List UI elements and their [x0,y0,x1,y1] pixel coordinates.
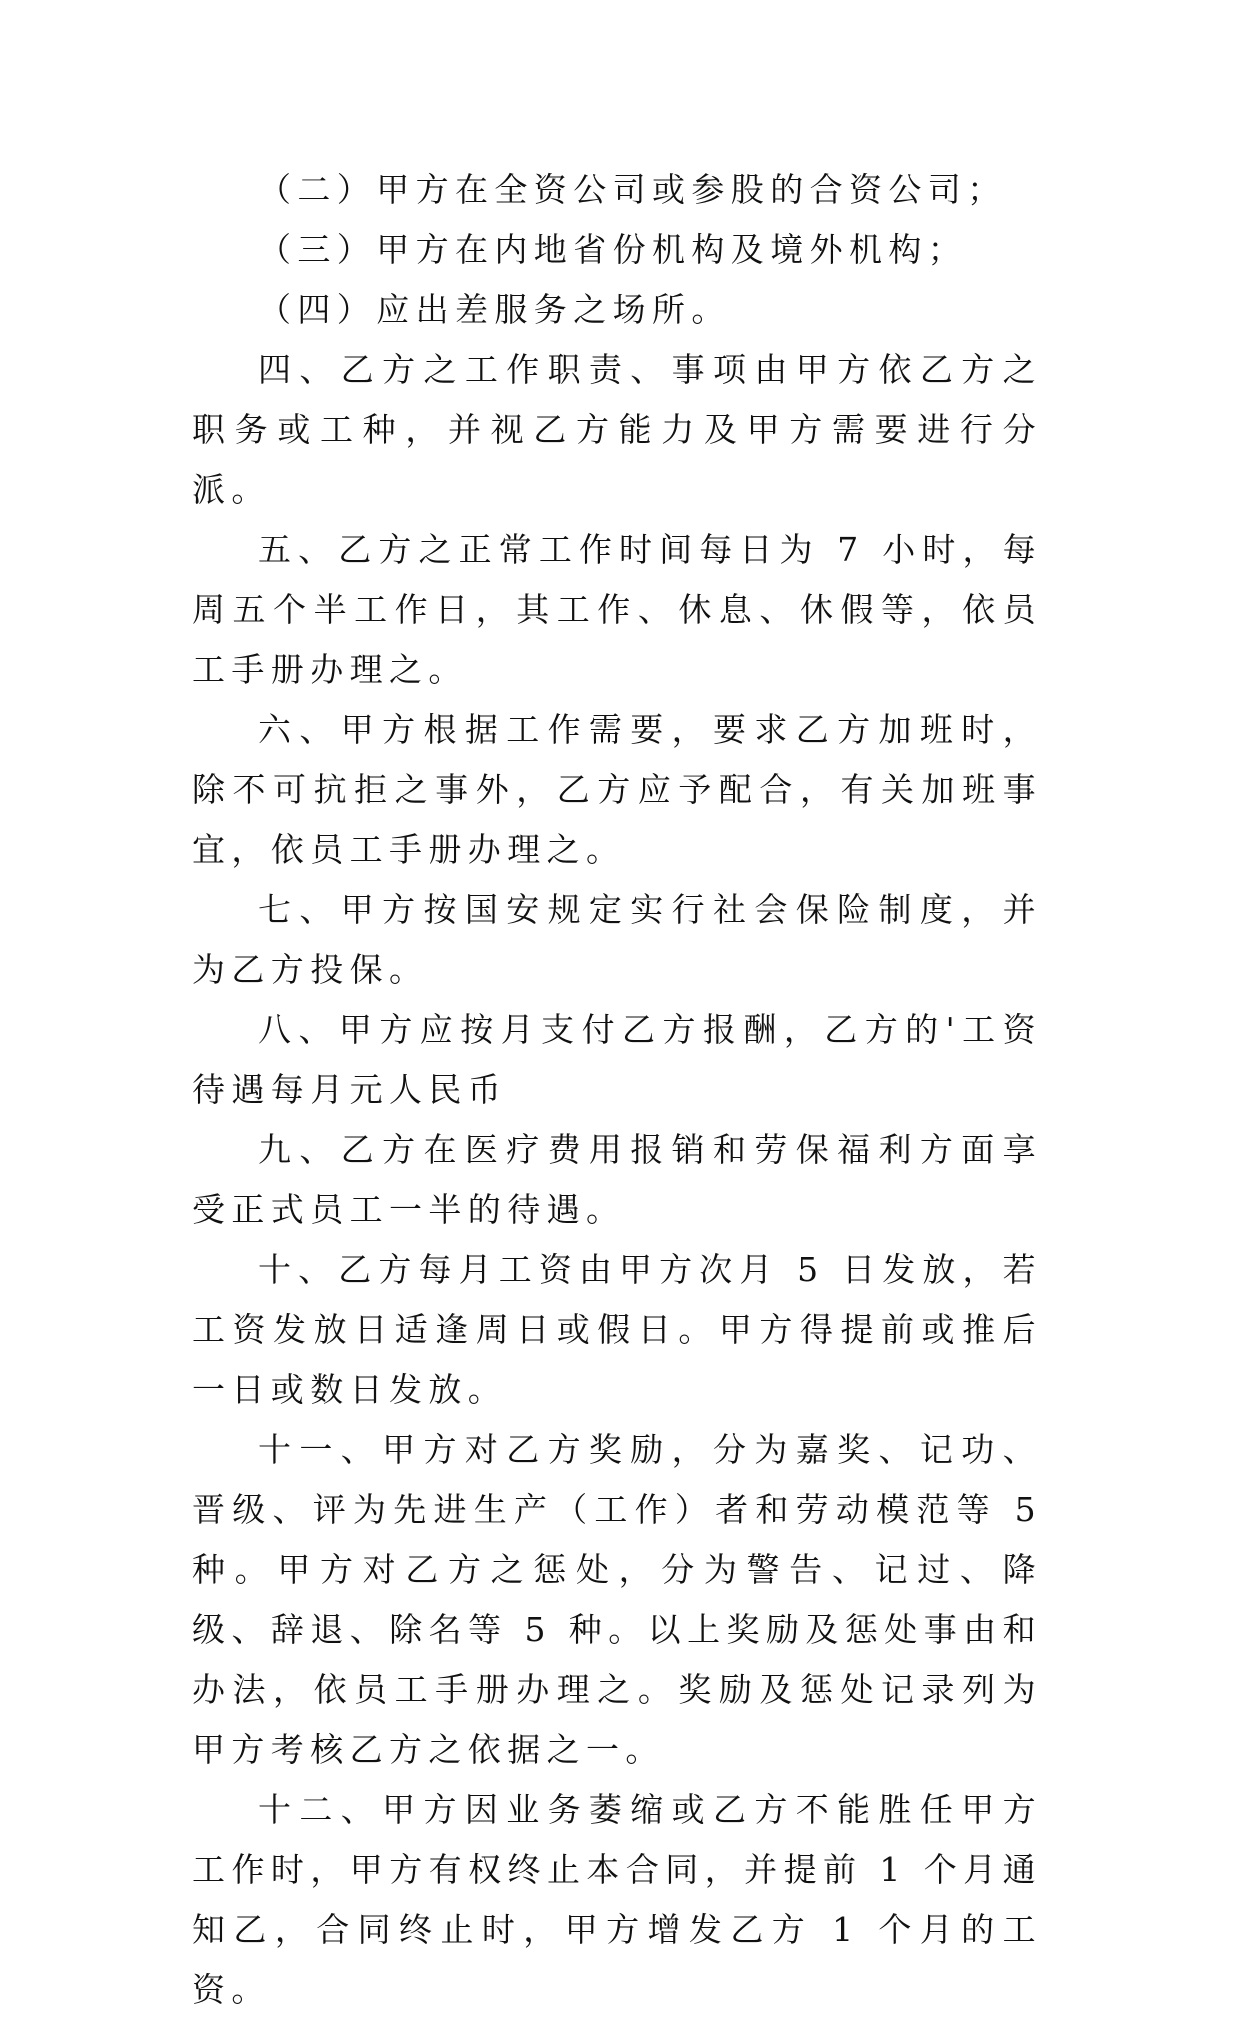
paragraph-clause-6: 六、甲方根据工作需要，要求乙方加班时，除不可抗拒之事外，乙方应予配合，有关加班事宜，依员工手册办理之。 [192,710,1042,869]
paragraph-clause-3-4: （四）应出差服务之场所。 [258,290,731,329]
paragraph-clause-4: 四、乙方之工作职责、事项由甲方依乙方之职务或工种，并视乙方能力及甲方需要进行分派。 [192,350,1042,509]
paragraph-clause-3-3: （三）甲方在内地省份机构及境外机构； [258,230,968,269]
paragraph-clause-11: 十一、甲方对乙方奖励，分为嘉奖、记功、晋级、评为先进生产（工作）者和劳动模范等 5 种。甲方对乙方之惩处，分为警告、记过、降级、辞退、除名等 5 种。以上奖励及惩处事由和办法，依员工手册办理之。奖励及惩处记录列为甲方考核乙方之依据之一。 [192,1430,1042,1769]
paragraph-clause-3-2: （二）甲方在全资公司或参股的合资公司； [258,170,1007,209]
paragraph-clause-9: 九、乙方在医疗费用报销和劳保福利方面享受正式员工一半的待遇。 [192,1130,1042,1229]
paragraph-clause-5: 五、乙方之正常工作时间每日为 7 小时，每周五个半工作日，其工作、休息、休假等，依员工手册办理之。 [192,530,1042,689]
paragraph-clause-8: 八、甲方应按月支付乙方报酬，乙方的'工资待遇每月元人民币 [192,1010,1042,1109]
paragraph-clause-12: 十二、甲方因业务萎缩或乙方不能胜任甲方工作时，甲方有权终止本合同，并提前 1 个月通知乙，合同终止时，甲方增发乙方 1 个月的工资。 [192,1790,1042,2009]
paragraph-clause-7: 七、甲方按国安规定实行社会保险制度，并为乙方投保。 [192,890,1042,989]
paragraph-clause-10: 十、乙方每月工资由甲方次月 5 日发放，若工资发放日适逢周日或假日。甲方得提前或推后一日或数日发放。 [192,1250,1042,1409]
document-body [192,160,1042,2020]
